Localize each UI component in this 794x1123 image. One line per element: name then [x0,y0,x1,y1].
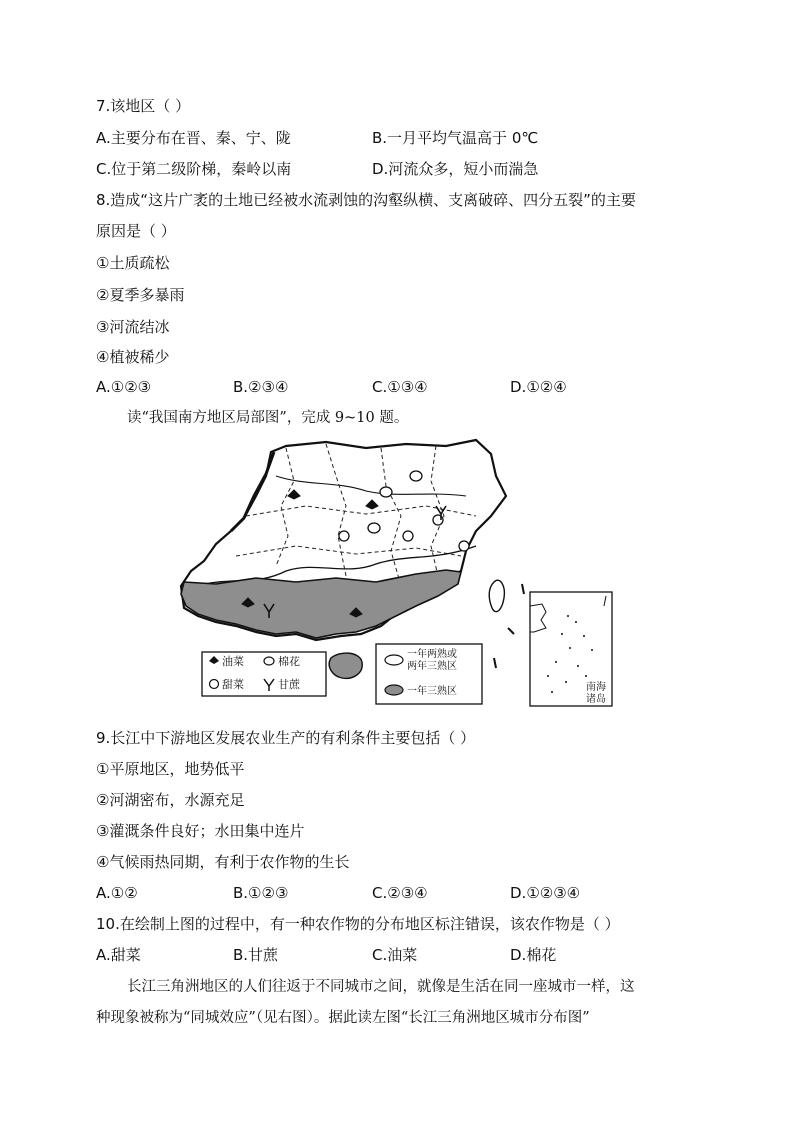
passage-line1: 长江三角洲地区的人们往返于不同城市之间，就像是生活在同一座城市一样，这 [127,979,635,995]
q8-option-b: B.②③④ [233,378,289,396]
q7-option-d: D.河流众多，短小而湍急 [372,160,539,178]
q10-option-b: B.甘蔗 [233,946,279,964]
legend-rapeseed: 油菜 [222,655,244,668]
q9-stem: 9.长江中下游地区发展农业生产的有利条件主要包括（ ） [96,729,476,747]
q9-option-b: B.①②③ [233,884,289,902]
q7-option-c: C.位于第二级阶梯，秦岭以南 [96,160,292,178]
q8-option-c: C.①③④ [372,378,428,396]
legend-sugarcane: 甘蔗 [278,678,300,691]
q8-item-2: ②夏季多暴雨 [96,286,185,304]
q10-option-d: D.棉花 [510,946,557,964]
q10-option-a: A.甜菜 [96,946,141,964]
legend-zone-double-2: 两年三熟区 [407,661,457,672]
q10-option-c: C.油菜 [372,946,418,964]
legend-sugar-beet: 甜菜 [222,678,244,691]
q8-stem-line2: 原因是（ ） [96,222,176,240]
q8-option-d: D.①②④ [510,378,567,396]
q8-option-a: A.①②③ [96,378,152,396]
legend-zone-triple: 一年三熟区 [407,686,457,697]
q9-item-2: ②河湖密布，水源充足 [96,791,245,809]
inset-label-1: 南海 [586,682,606,693]
q9-item-1: ①平原地区，地势低平 [96,760,245,778]
map-intro: 读“我国南方地区局部图”，完成 9~10 题。 [127,410,409,426]
q10-stem: 10.在绘制上图的过程中，有一种农作物的分布地区标注错误，该农作物是（ ） [96,915,620,933]
q8-item-4: ④植被稀少 [96,348,170,366]
q9-item-3: ③灌溉条件良好；水田集中连片 [96,822,305,840]
q9-option-d: D.①②③④ [510,884,581,902]
south-china-map [176,436,616,708]
q7-stem: 7.该地区（ ） [96,97,191,115]
q7-option-a: A.主要分布在晋、秦、宁、陇 [96,129,291,147]
q9-item-4: ④气候雨热同期，有利于农作物的生长 [96,853,350,871]
legend-zone-double-1: 一年两熟或 [407,649,457,660]
q9-option-c: C.②③④ [372,884,428,902]
passage-line2: 种现象被称为“同城效应”（见右图）。据此读左图“长江三角洲地区城市分布图” [96,1010,590,1026]
q8-item-1: ①土质疏松 [96,254,170,272]
q9-option-a: A.①② [96,884,138,902]
q7-option-b: B.一月平均气温高于 0℃ [372,129,539,147]
q8-item-3: ③河流结冰 [96,318,170,336]
legend-cotton: 棉花 [278,655,300,668]
inset-label-2: 诸岛 [586,694,606,705]
q8-stem-line1: 8.造成“这片广袤的土地已经被水流剥蚀的沟壑纵横、支离破碎、四分五裂”的主要 [96,191,636,209]
